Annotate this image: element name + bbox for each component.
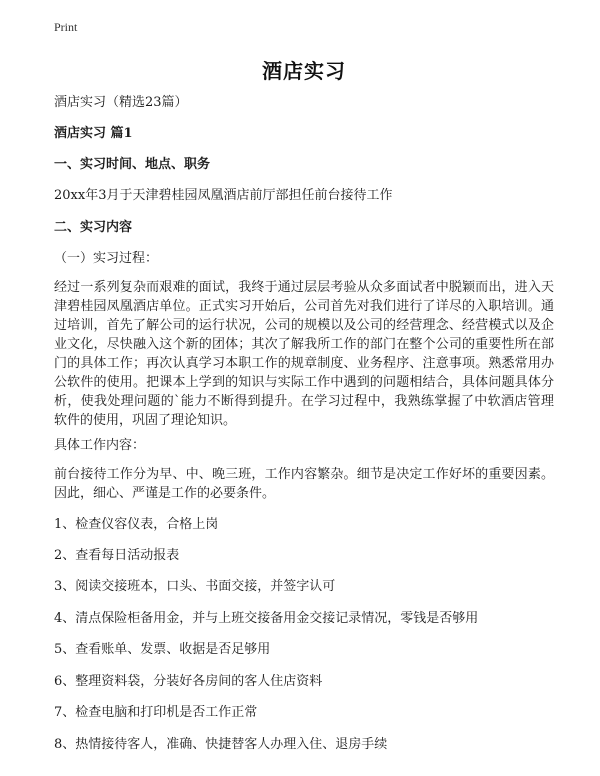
task-item: 3、阅读交接班本，口头、书面交接，并签字认可 <box>54 579 336 594</box>
task-item: 6、整理资料袋，分装好各房间的客人住店资料 <box>54 674 323 689</box>
section1-heading: 一、实习时间、地点、职务 <box>54 157 211 172</box>
section2-heading: 二、实习内容 <box>54 220 133 235</box>
work-content-label: 具体工作内容： <box>54 438 146 453</box>
document-subtitle: 酒店实习（精选23篇） <box>54 95 188 110</box>
front-desk-paragraph: 前台接待工作分为早、中、晚三班，工作内容繁杂。细节是决定工作好坏的重要因素。因此，细心、严谨是工作的必要条件。 <box>54 467 554 501</box>
task-item: 2、查看每日活动报表 <box>54 548 180 563</box>
section1-text: 20xx年3月于天津碧桂园凤凰酒店前厅部担任前台接待工作 <box>54 188 393 203</box>
task-item: 5、查看账单、发票、收据是否足够用 <box>54 642 271 657</box>
task-item: 8、热情接待客人，准确、快捷替客人办理入住、退房手续 <box>54 737 388 752</box>
task-item: 1、检查仪容仪表，合格上岗 <box>54 517 219 532</box>
subsection1-heading: （一）实习过程： <box>54 251 159 266</box>
process-paragraph: 经过一系列复杂而艰难的面试，我终于通过层层考验从众多面试者中脱颖而出，进入天津碧桂园凤凰酒店单位。正式实习开始后，公司首先对我们进行了详尽的入职培训。通过培训，首先了解公司的运行状况，公司的规模以及公司的经营理念、经营模式以及企业文化，尽快融入这个新的团体；其次了解我所工作的部门在整个公司的重要性所在部门的具体工作；再次认真学习本职工作的规章制度、业务程序、注意事项。熟悉常用办公软件的使用。把课本上学到的知识与实际工作中遇到的问题相结合，具体问题具体分析，使我处理问题的`能力不断得到提升。在学习过程中，我熟练掌握了中软酒店管理软件的使用，巩固了理论知识。 <box>54 280 554 428</box>
document-title: 酒店实习 <box>262 59 346 83</box>
article-heading: 酒店实习 篇1 <box>54 126 133 141</box>
print-label: Print <box>54 20 78 34</box>
task-item: 7、检查电脑和打印机是否工作正常 <box>54 705 258 720</box>
task-item: 4、清点保险柜备用金，并与上班交接备用金交接记录情况，零钱是否够用 <box>54 611 479 626</box>
